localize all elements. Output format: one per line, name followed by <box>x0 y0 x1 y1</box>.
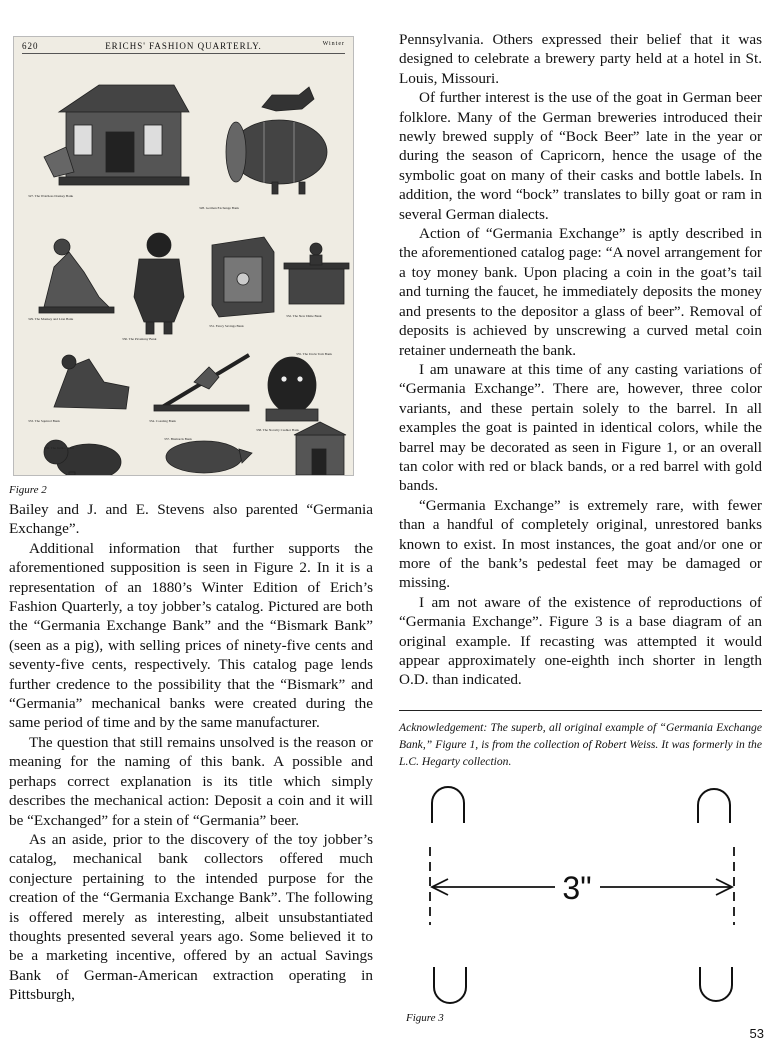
germania-exchange-bank-illustration <box>226 87 327 194</box>
figure-3-caption: Figure 3 <box>406 1012 444 1024</box>
bismarck-bank-illustration <box>166 441 252 473</box>
monkey-and-lion-bank-illustration <box>39 239 114 313</box>
body-paragraph: “Germania Exchange” is extremely rare, with fewer than a handful of completely original, unrestored banks known to exist. In most instances, the goat and/or one or more of the bank’s pedestal feet may be damaged or missing. <box>399 496 762 592</box>
fancy-savings-bank-illustration <box>212 237 274 317</box>
catalog-item-caption: 337. Bismarck Bank <box>164 437 192 441</box>
foot-outline-bottom-left <box>434 967 466 1003</box>
body-paragraph: Pennsylvania. Others expressed their belief that it was designed to celebrate a brewery party held at a hotel in St. Louis, Missouri. <box>399 31 762 87</box>
catalog-illustrations <box>14 37 353 475</box>
catalog-item-caption: 331. Fancy Savings Bank <box>209 324 244 328</box>
body-paragraph: I am not aware of the existence of reproductions of “Germania Exchange”. Figure 3 is a base diagram of an original example. If recasting was attempted it would appear approximately one-eighth inch shorter in length O.D. than indicated. <box>399 593 762 689</box>
body-paragraph: Additional information that further supports the aforementioned supposition is seen in Figure 2. In it is a representation of an 1880’s Winter Edition of Erich’s Fashion Quarterly, a toy jobber’s catalog. Pictured are both the “Germania Exchange Bank” and the “Bismark Bank” (seen as a pig), with selling prices of ninety-five cents and seventy-five cents, respectively. This catalog page lends further credence to the possibility that the “Bismark” and “Germania” mechanical banks were created during the same period of time and by the same manufacturer. <box>9 539 373 732</box>
catalog-item-caption: 332. The New Dime Bank <box>286 314 322 318</box>
figure-2-catalog-image <box>13 36 354 476</box>
novelty-cashier-bank-illustration <box>294 422 346 475</box>
body-paragraph: Bailey and J. and E. Stevens also parented “Germania Exchange”. <box>9 501 373 538</box>
body-paragraph: The question that still remains unsolved is the reason or meaning for the naming of this bank. A possible and perhaps correct explanation is its title which simply describes the mechanical action: Deposit a coin and it will be “Exchanged” for a stein of “Germania” beer. <box>9 733 373 829</box>
picaninny-bank-illustration <box>134 233 184 334</box>
catalog-item-caption: 329. The Monkey and Lion Bank <box>28 317 74 321</box>
catalog-item-caption: 328. German Exchange Bank <box>199 206 239 210</box>
squirrel-bank-illustration <box>54 355 129 409</box>
left-column <box>9 36 373 1005</box>
section-divider <box>399 710 762 711</box>
body-paragraph: Of further interest is the use of the goat in German beer folklore. Many of the German breweries introduced their newly brewed supply of “Bock Beer” late in the year or during the season of Capricorn, hence the usage of the symbolic goat on many of their casks and bottle labels. In addition, the word “bock” translates to billy goat or ram in several German dialects. <box>399 89 762 223</box>
foot-outline-top-left <box>432 787 464 823</box>
foot-outline-bottom-right <box>700 967 732 1001</box>
figure-3-base-diagram <box>400 775 765 1015</box>
coasting-bank-illustration <box>154 355 249 411</box>
catalog-page-number: 620 <box>22 41 39 51</box>
page-number: 53 <box>749 1026 764 1041</box>
catalog-item-caption: 327. The Wotriless Donkey Bank <box>28 194 74 198</box>
body-paragraph: Action of “Germania Exchange” is aptly described in the aforementioned catalog page: “A novel arrangement for a toy money bank. Upon placing a coin in the goat’s tail and turning the faucet, he immediately deposits the money and presents to the depositor a glass of beer”. Removal of deposits is achieved by unscrewing a curved metal coin retainer underneath the bank. <box>399 225 762 359</box>
figure-2-caption: Figure 2 <box>9 484 47 496</box>
body-paragraph: I am unaware at this time of any casting variations of “Germania Exchange”. There are, however, three color variants, and these pertain solely to the barrel. In all examples the goat is painted in identical colors, while the barrel may be decorated as seen in Figure 1, or an overall tan color with red or black bands, or a red barrel with gold bands. <box>399 360 762 495</box>
right-column <box>399 30 762 770</box>
uncle-tom-bank-illustration <box>266 357 318 421</box>
new-dime-bank-illustration <box>284 243 349 304</box>
catalog-edition: Winter <box>322 41 345 47</box>
catalog-item-caption: 335. The Uncle Tom Bank <box>296 352 332 356</box>
catalog-item-caption: 336. The Jumbo Bank <box>44 446 74 450</box>
catalog-title: ERICHS' FASHION QUARTERLY. <box>105 41 262 51</box>
catalog-item-caption: 333. The Squirrel Bank <box>28 419 60 423</box>
catalog-item-caption: 334. Coasting Bank <box>149 419 176 423</box>
foot-outline-top-right <box>698 789 730 823</box>
catalog-item-caption: 338. The Novelty Cashier Bank <box>256 428 299 432</box>
catalog-item-caption: 330. The Picaninny Bank <box>122 337 157 341</box>
body-paragraph: As an aside, prior to the discovery of the toy jobber’s catalog, mechanical bank collectors offered much conjecture pertaining to the intended purpose for the creation of the “Germania Exchange Bank”. The following is offered merely as interesting, albeit unsubstantiated thoughts presented several years ago. Some believed it to be a marketing incentive, offered by an actual Savings Bank of German-American extraction operating in Pittsburgh, <box>9 830 373 1004</box>
donkey-bank-illustration <box>44 85 189 185</box>
acknowledgement: Acknowledgement: The superb, all original example of “Germania Exchange Bank,” Figure 1, is from the collection of Robert Weiss. It was formerly in the L.C. Hegarty collection. <box>399 720 762 768</box>
dimension-label: 3" <box>562 870 592 906</box>
